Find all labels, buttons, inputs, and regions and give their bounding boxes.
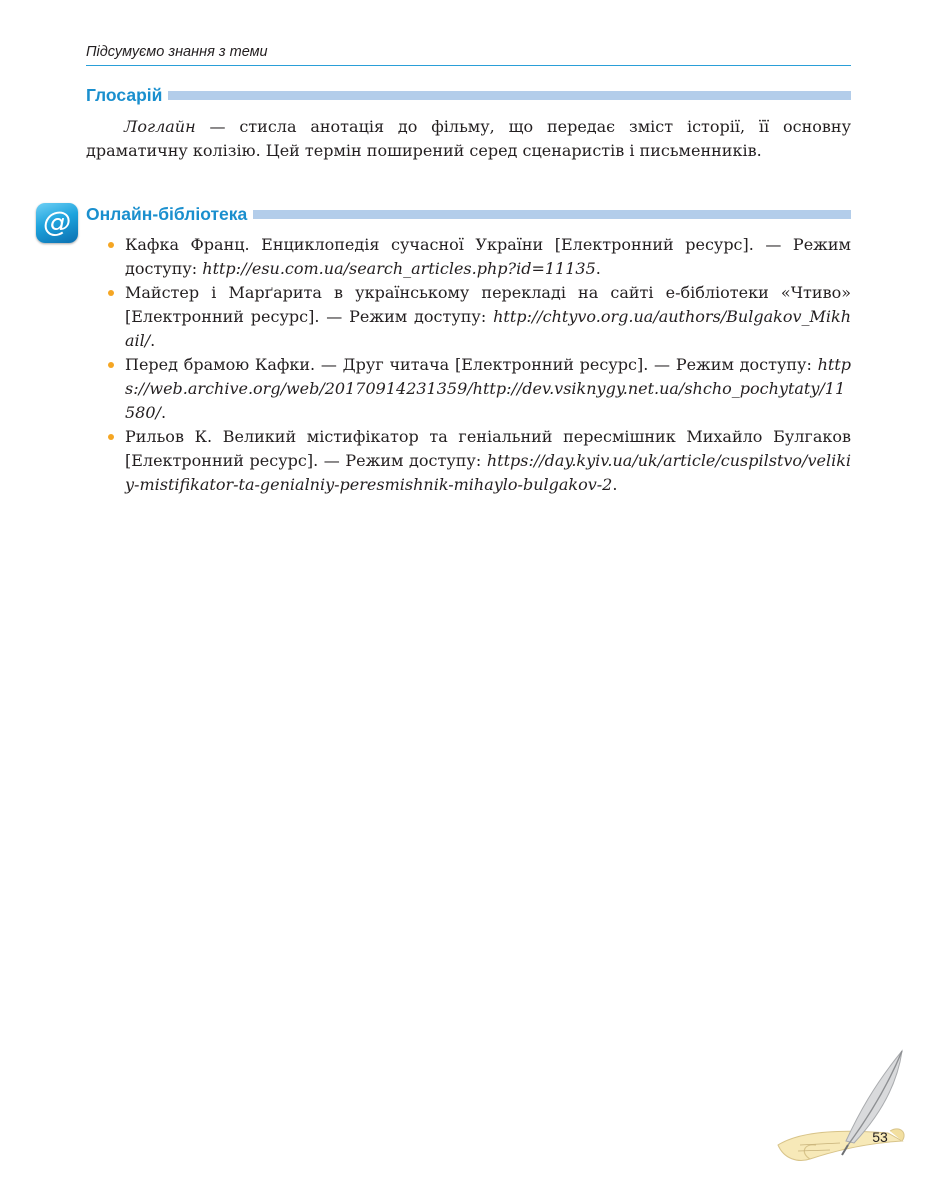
running-head: Підсумуємо знання з теми [86,44,851,66]
glossary-definition [86,115,851,163]
page-number: 53 [872,1129,888,1145]
resource-link[interactable]: https://web.archive.org/web/20170914231359/http://dev.vsiknygy.net.ua/shcho_pochytaty/11580/ [125,355,851,422]
quill-scroll-icon [770,1045,910,1165]
glossary-definition-text: — стисла анотація до фільму, що передає зміст історії, її основну драматичну колізію. Цей термін поширений серед сценаристів і письменників. [86,117,851,160]
list-item: Кафка Франц. Енциклопедія сучасної України [Електронний ресурс]. — Режим доступу: http://esu.com.ua/search_articles.php?id=11135. [86,233,851,281]
glossary-term: Логлайн [124,117,196,136]
resource-link[interactable]: http://esu.com.ua/search_articles.php?id=11135 [202,259,596,278]
list-item: Рильов К. Великий містифікатор та геніальний пересмішник Михайло Булгаков [Електронний ресурс]. — Режим доступу: https://day.kyiv.ua/uk/article/cuspilstvo/velikiy-mistifikator-ta-genialniy-peresmishnik-mihaylo-bulgakov-2. [86,425,851,497]
library-title: Онлайн-бібліотека [86,203,248,224]
glossary-title: Глосарій [86,84,163,105]
resource-link[interactable]: http://chtyvo.org.ua/authors/Bulgakov_Mikhail/ [125,307,851,350]
list-item: Майстер і Марґарита в українському перекладі на сайті е-бібліотеки «Чтиво» [Електронний ресурс]. — Режим доступу: http://chtyvo.org.ua/authors/Bulgakov_Mikhail/. [86,281,851,353]
at-icon: @ [36,203,78,243]
list-item: Перед брамою Кафки. — Друг читача [Електронний ресурс]. — Режим доступу: https://web.archive.org/web/20170914231359/http://dev.vsiknygy.net.ua/shcho_pochytaty/11580/. [86,353,851,425]
library-heading-bar [253,210,851,219]
glossary-heading [86,84,851,106]
library-list [86,233,851,497]
library-heading [86,203,851,225]
glossary-heading-bar [168,91,851,100]
resource-link[interactable]: https://day.kyiv.ua/uk/article/cuspilstvo/velikiy-mistifikator-ta-genialniy-peresmishnik-mihaylo-bulgakov-2 [125,451,851,494]
